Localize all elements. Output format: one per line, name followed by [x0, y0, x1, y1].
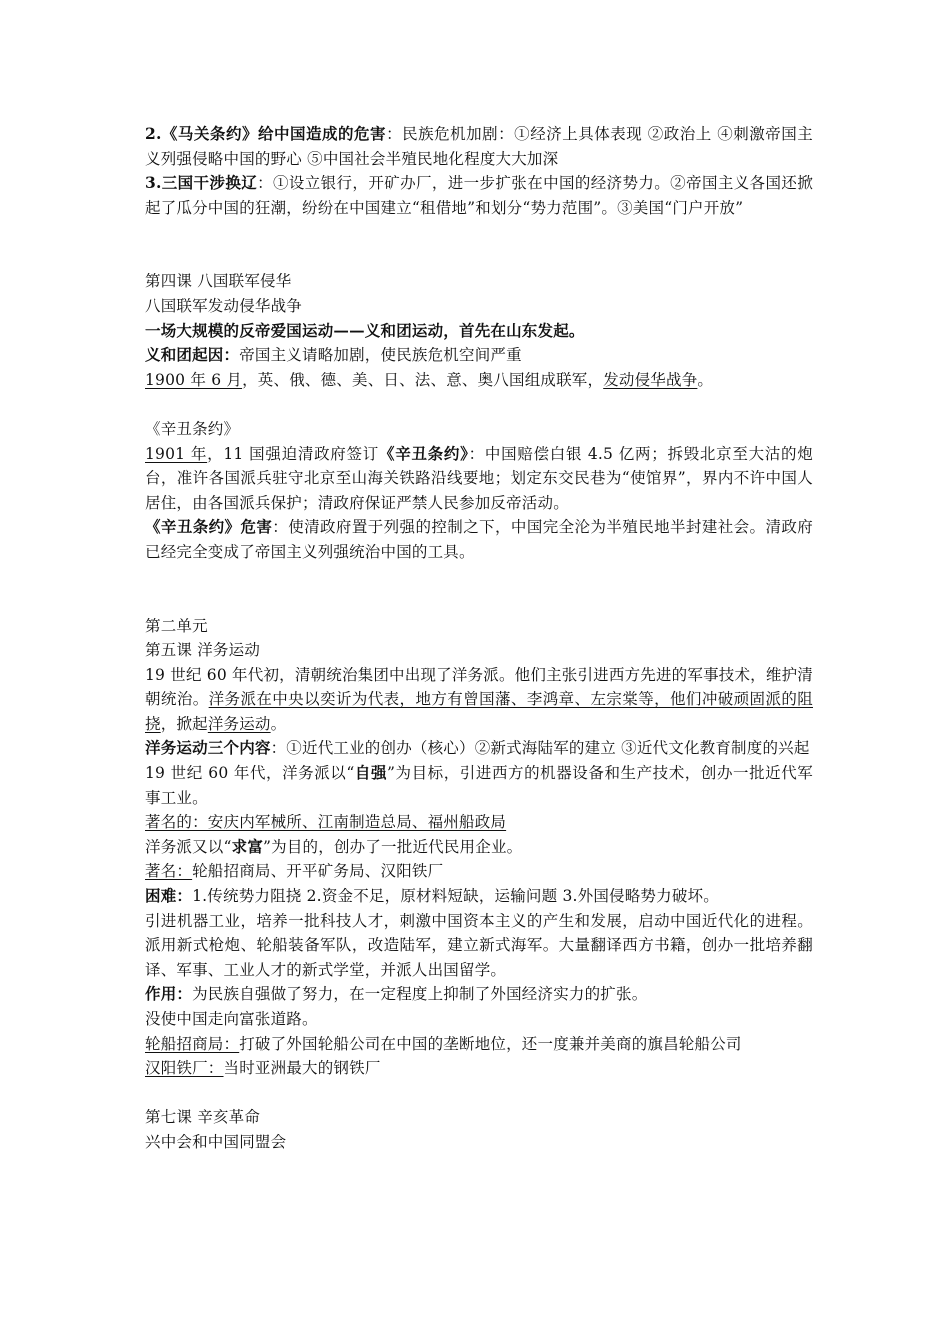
text: 当时亚洲最大的钢铁厂 [223, 1059, 381, 1078]
bold-label: 《辛丑条约》 [378, 443, 469, 463]
westernization-effect [145, 982, 813, 1007]
seeking-wealth [145, 835, 813, 860]
boxer-protocol-heading: 《辛丑条约》 [145, 419, 240, 438]
underlined-text: 著名的：安庆内军械所、江南制造总局、福州船政局 [145, 813, 507, 832]
underlined-label: 汉阳铁厂： [145, 1059, 224, 1078]
china-merchants-steam [145, 1032, 813, 1057]
lesson-7-subtitle: 兴中会和中国同盟会 [145, 1132, 287, 1151]
text: 19 世纪 60 年代，洋务派以“ [145, 764, 355, 783]
unit-2-title: 第二单元 [145, 616, 208, 635]
text: ，英、俄、德、美、日、法、意、奥八国组成联军， [242, 370, 604, 389]
text: 19 世纪 60 年代初，清朝统治集团中出现了洋务派。他们主张引进西方先进的军事技术，维护清朝统治。 [145, 665, 813, 709]
bold-keyword: 自强 [354, 763, 388, 783]
difficulties [145, 884, 813, 909]
boxer-protocol-harm [145, 515, 813, 564]
text: 打破了外国轮船公司在中国的垄断地位，还一度兼并美商的旗昌轮船公司 [239, 1034, 742, 1053]
bold-label: 《辛丑条约》危害 [145, 517, 273, 537]
text: ，掀起 [160, 714, 208, 733]
famous-civil-enterprises [145, 859, 813, 884]
treaty-shimonoseki-harm [145, 122, 813, 171]
bold-label: 3.三国干涉换辽 [145, 173, 258, 193]
text: 1.传统势力阻挠 2.资金不足，原材料短缺，运输问题 3.外国侵略势力破坏。 [192, 887, 719, 906]
underlined-text: 洋务运动 [207, 714, 271, 733]
lesson-7-title: 第七课 辛亥革命 [145, 1108, 261, 1127]
text: ：使清政府置于列强的控制之下，中国完全沦为半殖民地半封建社会。清政府已经完全变成了帝国主义列强统治中国的工具。 [145, 518, 813, 561]
bold-keyword: 求富 [231, 836, 264, 856]
text: ：民族危机加剧：①经济上具体表现 ②政治上 ④刺激帝国主义列强侵略中国的野心 ⑤中国社会半殖民地化程度大大加深 [145, 125, 813, 168]
famous-military-industries [145, 810, 813, 835]
text: ：中国赔偿白银 4.5 亿两；拆毁北京至大沽的炮台，准许各国派兵驻守北京至山海关铁路沿线要地；划定东交民巷为“使馆界”，界内不许中国人居住，由各国派兵保护；清政府保证严禁人民参加反帝活动。 [145, 444, 813, 512]
lesson-4-title: 第四课 八国联军侵华 [145, 272, 292, 291]
underlined-date: 1900 年 6 月 [145, 370, 243, 389]
eight-nation-alliance [145, 368, 813, 393]
boxer-cause [145, 343, 813, 368]
westernization-contents [145, 736, 813, 761]
document-page [145, 122, 813, 1155]
text: 。 [270, 714, 287, 733]
westernization-intro [145, 663, 813, 737]
underlined-text: 洋务派在中央以奕䜣为代表，地方有曾国藩、李鸿章、左宗棠等，他们冲破顽固派的阻挠 [145, 690, 813, 733]
lesson-4-subtitle: 八国联军发动侵华战争 [145, 296, 303, 315]
bold-label: 困难： [145, 886, 193, 906]
bold-label: 2.《马关条约》给中国造成的危害 [145, 124, 387, 143]
text: ”为目的，创办了一批近代民用企业。 [263, 837, 523, 856]
underlined-label: 著名： [145, 862, 193, 881]
text: ，11 国强迫清政府签订 [207, 444, 379, 463]
text: ”为目标，引进西方的机器设备和生产技术，创办一批近代军事工业。 [145, 764, 813, 807]
lesson-5-title: 第五课 洋务运动 [145, 641, 261, 660]
bold-label: 义和团起因： [145, 345, 240, 365]
underlined-label: 轮船招商局： [145, 1034, 240, 1053]
hanyang-ironworks [145, 1056, 813, 1081]
text: ：①近代工业的创办（核心）②新式海陆军的建立 ③近代文化教育制度的兴起 [270, 739, 810, 758]
bold-label: 洋务运动三个内容 [145, 738, 271, 758]
text: ：①设立银行，开矿办厂，进一步扩张在中国的经济势力。②帝国主义各国还掀起了瓜分中国的狂潮，纷纷在中国建立“租借地”和划分“势力范围”。③美国“门户开放” [145, 174, 813, 217]
bold-line: 一场大规模的反帝爱国运动——义和团运动，首先在山东发起。 [145, 320, 585, 340]
westernization-achievements: 引进机器工业，培养一批科技人才，刺激中国资本主义的产生和发展，启动中国近代化的进程。派用新式枪炮、轮船装备军队，改造陆军，建立新式海军。大量翻译西方书籍，创办一批培养翻译、军事、工业人才的新式学堂，并派人出国留学。 [145, 911, 813, 979]
boxer-protocol-terms [145, 442, 813, 516]
underlined-text: 发动侵华战争 [603, 370, 698, 389]
self-strengthening [145, 761, 813, 810]
text: 帝国主义请略加剧，使民族危机空间严重 [239, 346, 522, 365]
text: 为民族自强做了努力，在一定程度上抑制了外国经济实力的扩张。 [192, 985, 648, 1004]
text: 。 [697, 370, 714, 389]
bold-label: 作用： [145, 984, 193, 1004]
boxer-movement-line [145, 319, 813, 344]
text: 轮船招商局、开平矿务局、汉阳铁厂 [192, 862, 444, 881]
text: 洋务派又以“ [145, 837, 232, 856]
westernization-failure: 没使中国走向富张道路。 [145, 1010, 318, 1028]
underlined-year: 1901 年 [145, 444, 208, 463]
triple-intervention [145, 171, 813, 220]
